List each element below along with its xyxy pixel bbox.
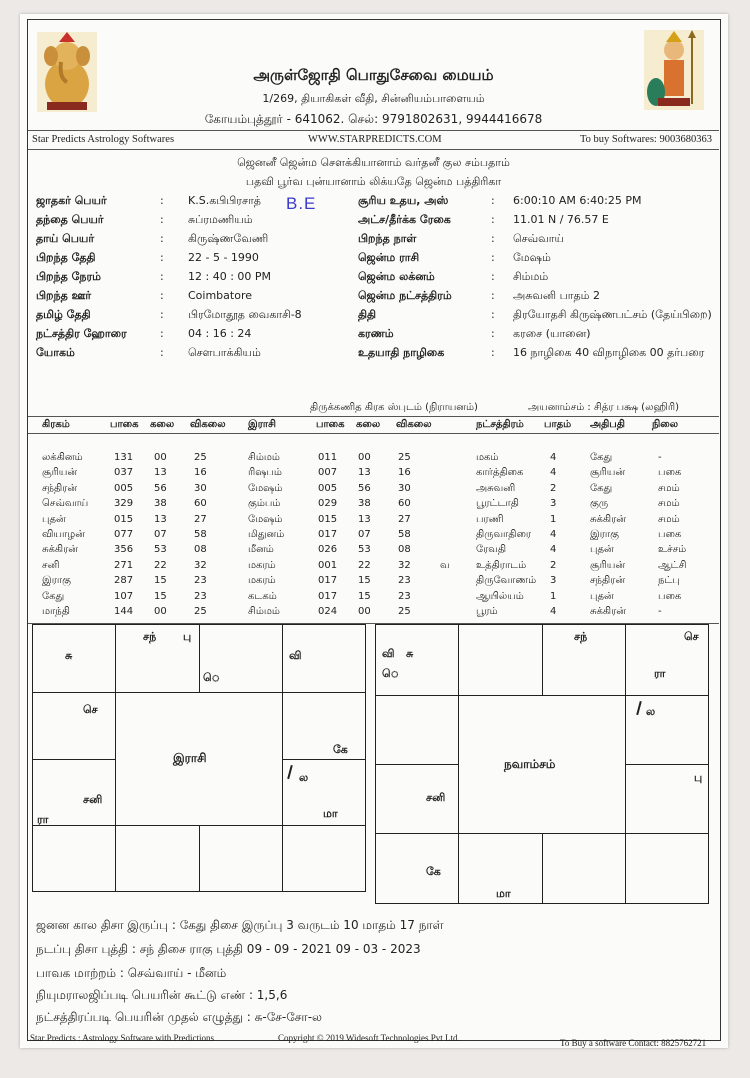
planet-label: கே xyxy=(333,743,348,756)
planet-label: செ xyxy=(83,703,98,716)
table-cell: 001 xyxy=(318,559,338,571)
planet-label: செ xyxy=(684,630,699,643)
rasi-chart-title: இராசி xyxy=(173,751,207,765)
detail-colon: : xyxy=(160,346,164,359)
table-cell: சுக்கிரன் xyxy=(590,606,626,617)
table-cell: சமம் xyxy=(658,513,680,525)
table-cell: 07 xyxy=(154,529,167,540)
detail-colon: : xyxy=(160,308,164,321)
table-header-cell: விகலை xyxy=(190,419,226,430)
table-cell: 1 xyxy=(550,590,557,602)
table-cell: 005 xyxy=(114,482,134,494)
detail-value: பிரமோதூத வைகாசி-8 xyxy=(188,308,302,321)
detail-label: அட்ச/தீர்க்க ரேகை xyxy=(358,213,451,226)
detail-label: கரணம் xyxy=(358,327,394,340)
table-cell: 00 xyxy=(358,452,371,463)
detail-value: சௌபாக்கியம் xyxy=(188,346,261,359)
detail-label: திதி xyxy=(358,308,377,321)
org-contact: கோயம்புத்தூர் - 641062. செல்: 9791802631, 9944416678 xyxy=(204,112,543,126)
detail-label: ஜென்ம லக்னம் xyxy=(358,270,435,283)
grid-line xyxy=(33,759,116,760)
table-header-cell: கலை xyxy=(356,419,381,430)
detail-label: தாய் பெயர் xyxy=(36,232,95,245)
table-cell: சூரியன் xyxy=(590,559,626,571)
footer-left: Star Predicts : Astrology Software with Predictions xyxy=(30,1033,214,1043)
planet-label: சனி xyxy=(83,793,103,806)
table-cell: 4 xyxy=(550,529,557,540)
detail-label: தந்தை பெயர் xyxy=(36,213,104,226)
table-cell: கேது xyxy=(42,590,65,602)
table-cell: கேது xyxy=(590,482,613,494)
planet-label: சு xyxy=(65,649,73,662)
table-cell: 27 xyxy=(398,513,411,525)
detail-value: கரசை (யானை) xyxy=(513,327,591,340)
ayanamsa-label: அயனாம்சம் : சித்ர பக்ஷ (லஹிரி) xyxy=(528,402,679,413)
detail-value: மேஷம் xyxy=(513,251,551,264)
table-header-cell: பாகை xyxy=(110,419,139,430)
table-cell: பகை xyxy=(658,529,682,540)
table-rule-header xyxy=(28,433,719,434)
planet-label: வி xyxy=(382,647,395,660)
grid-line xyxy=(33,825,365,826)
detail-value: 6:00:10 AM 6:40:25 PM xyxy=(513,194,642,207)
detail-colon: : xyxy=(491,251,495,264)
planet-label: கே xyxy=(426,865,441,878)
table-cell: 107 xyxy=(114,590,134,602)
footer-right: To Buy a software Contact: 8825762721 xyxy=(560,1038,707,1048)
retrograde-mark xyxy=(287,765,292,779)
table-cell: 16 xyxy=(398,467,411,479)
strip-right: To buy Softwares: 9003680363 xyxy=(580,134,712,145)
grid-line xyxy=(542,833,543,903)
grid-line xyxy=(376,764,459,765)
table-cell: பகை xyxy=(658,590,682,602)
table-cell: பகை xyxy=(658,467,682,479)
planet-label: ல xyxy=(299,771,309,784)
detail-value: K.S.கபிபிரசாத் xyxy=(188,194,261,207)
software-strip xyxy=(28,130,719,150)
table-cell: 4 xyxy=(550,606,557,617)
table-cell: உச்சம் xyxy=(658,544,687,556)
table-cell: ஆயில்யம் xyxy=(476,590,524,602)
table-cell: மகரம் xyxy=(248,559,276,571)
table-cell: 015 xyxy=(114,513,134,525)
table-cell: புதன் xyxy=(590,590,614,602)
grid-line xyxy=(376,695,708,696)
table-cell: 56 xyxy=(358,482,371,494)
table-cell: 024 xyxy=(318,606,338,617)
table-cell: 23 xyxy=(398,590,411,602)
detail-label: உதயாதி நாழிகை xyxy=(358,346,445,359)
current-dasa: நடப்பு திசா புத்தி : சந் திசை ராகு புத்தி 09 - 09 - 2021 09 - 03 - 2023 xyxy=(36,942,421,956)
detail-value: சுப்ரமணியம் xyxy=(188,213,253,226)
grid-line xyxy=(115,625,116,891)
planet-label: ரா xyxy=(37,813,49,826)
table-cell: சுக்கிரன் xyxy=(42,544,78,556)
table-row xyxy=(28,529,719,541)
table-cell: சிம்மம் xyxy=(248,452,280,463)
rasi-chart xyxy=(32,624,366,892)
table-cell: 2 xyxy=(550,482,557,494)
table-cell: 13 xyxy=(358,513,371,525)
table-cell: கேது xyxy=(590,452,613,463)
table-header-cell: பாதம் xyxy=(544,419,572,430)
table-cell: 30 xyxy=(194,482,207,494)
table-cell: 38 xyxy=(358,498,371,510)
table-row xyxy=(28,591,719,603)
table-cell: 23 xyxy=(194,575,207,587)
table-cell: பூரட்டாதி xyxy=(476,498,519,510)
table-cell: மாந்தி xyxy=(42,606,70,617)
table-cell: 60 xyxy=(194,498,207,510)
detail-row xyxy=(28,213,719,230)
table-cell: 017 xyxy=(318,575,338,587)
table-cell: உத்திராடம் xyxy=(476,559,527,571)
table-cell: வியாழன் xyxy=(42,529,85,540)
table-cell: 00 xyxy=(358,606,371,617)
table-cell: மகரம் xyxy=(248,575,276,587)
table-cell: 1 xyxy=(550,513,557,525)
table-cell: 029 xyxy=(318,498,338,510)
org-address: 1/269, தியாகிகள் வீதி, சின்னியம்பாளையம் xyxy=(262,92,485,105)
table-cell: 25 xyxy=(194,452,207,463)
detail-label: நட்சத்திர ஹோரை xyxy=(36,327,127,340)
table-cell: புதன் xyxy=(590,544,614,556)
detail-colon: : xyxy=(160,270,164,283)
detail-value: கிருஷ்ணவேணி xyxy=(188,232,269,245)
planet-label: சந் xyxy=(143,630,157,643)
table-cell: கடகம் xyxy=(248,590,277,602)
table-cell: 011 xyxy=(318,452,338,463)
table-row xyxy=(28,514,719,526)
grid-line xyxy=(282,759,365,760)
table-cell: 32 xyxy=(398,559,411,571)
table-cell: 07 xyxy=(358,529,371,540)
table-cell: 15 xyxy=(358,590,371,602)
table-cell: 037 xyxy=(114,467,134,479)
detail-colon: : xyxy=(160,251,164,264)
table-cell: 329 xyxy=(114,498,134,510)
table-cell: 007 xyxy=(318,467,338,479)
table-cell: 30 xyxy=(398,482,411,494)
detail-label: பிறந்த ஊர் xyxy=(36,289,92,302)
table-cell: 005 xyxy=(318,482,338,494)
table-cell: மேஷம் xyxy=(248,482,283,494)
detail-label: பிறந்த நாள் xyxy=(358,232,417,245)
table-row xyxy=(28,606,719,618)
table-cell: சமம் xyxy=(658,482,680,494)
table-header-cell: கலை xyxy=(150,419,175,430)
table-cell: இராகு xyxy=(42,575,71,587)
strip-left: Star Predicts Astrology Softwares xyxy=(32,134,175,145)
detail-colon: : xyxy=(491,194,495,207)
detail-colon: : xyxy=(491,232,495,245)
planet-label: பு xyxy=(694,771,703,784)
navamsa-chart-title: நவாம்சம் xyxy=(504,757,556,771)
table-cell: 25 xyxy=(398,606,411,617)
table-cell: வ xyxy=(440,559,450,571)
detail-label: யோகம் xyxy=(36,346,75,359)
table-cell: லக்கினம் xyxy=(42,452,83,463)
detail-value: திரயோதசி கிருஷ்ணபட்சம் (தேய்பிறை) xyxy=(513,308,712,321)
detail-value: 04 : 16 : 24 xyxy=(188,327,252,340)
detail-colon: : xyxy=(491,270,495,283)
grid-line xyxy=(199,825,200,891)
table-cell: - xyxy=(658,452,662,463)
table-cell: 131 xyxy=(114,452,134,463)
table-cell: 38 xyxy=(154,498,167,510)
table-cell: கும்பம் xyxy=(248,498,281,510)
table-cell: திருவோணம் xyxy=(476,575,537,587)
table-cell: 13 xyxy=(154,513,167,525)
detail-colon: : xyxy=(491,289,495,302)
sloka-line-1: ஜெனனீ ஜென்ம சௌக்கியானாம் வர்தனீ குல சம்பதாம் xyxy=(237,156,510,169)
table-cell: 00 xyxy=(154,606,167,617)
detail-colon: : xyxy=(160,232,164,245)
table-header-cell: கிரகம் xyxy=(42,419,70,430)
planet-label: மா xyxy=(323,807,338,820)
table-cell: 077 xyxy=(114,529,134,540)
detail-label: பிறந்த நேரம் xyxy=(36,270,101,283)
table-cell: 144 xyxy=(114,606,134,617)
planet-label: சந் xyxy=(574,630,588,643)
dasa-balance: ஜனன கால திசா இருப்பு : கேது திசை இருப்பு 3 வருடம் 10 மாதம் 17 நாள் xyxy=(36,918,444,932)
table-cell: சந்திரன் xyxy=(42,482,78,494)
table-cell: மிதுனம் xyxy=(248,529,285,540)
detail-label: பிறந்த தேதி xyxy=(36,251,96,264)
detail-colon: : xyxy=(491,213,495,226)
detail-value: 16 நாழிகை 40 விநாழிகை 00 தர்பரை xyxy=(513,346,705,359)
table-cell: 23 xyxy=(194,590,207,602)
table-cell: திருவாதிரை xyxy=(476,529,532,540)
table-cell: 22 xyxy=(154,559,167,571)
table-cell: 4 xyxy=(550,544,557,556)
detail-row xyxy=(28,308,719,325)
table-cell: குரு xyxy=(590,498,609,510)
table-cell: 271 xyxy=(114,559,134,571)
detail-colon: : xyxy=(491,327,495,340)
table-cell: புதன் xyxy=(42,513,66,525)
table-cell: 22 xyxy=(358,559,371,571)
table-cell: 017 xyxy=(318,590,338,602)
strip-website: WWW.STARPREDICTS.COM xyxy=(308,134,442,145)
table-row xyxy=(28,483,719,495)
table-cell: 58 xyxy=(194,529,207,540)
detail-colon: : xyxy=(491,308,495,321)
detail-row xyxy=(28,270,719,287)
table-cell: 00 xyxy=(154,452,167,463)
planet-label: ல xyxy=(646,705,656,718)
table-cell: சனி xyxy=(42,559,60,571)
detail-value: 11.01 N / 76.57 E xyxy=(513,213,609,226)
navamsa-chart xyxy=(375,624,709,904)
table-cell: 23 xyxy=(398,575,411,587)
table-row xyxy=(28,498,719,510)
footer-copyright: Copyright © 2019 Widesoft Technologies Pvt Ltd. xyxy=(278,1033,460,1043)
table-rule-top xyxy=(28,416,719,417)
planet-label: ரா xyxy=(654,667,666,680)
table-cell: 60 xyxy=(398,498,411,510)
table-cell: 16 xyxy=(194,467,207,479)
detail-colon: : xyxy=(160,213,164,226)
detail-colon: : xyxy=(160,289,164,302)
table-cell: - xyxy=(658,606,662,617)
table-cell: பூரம் xyxy=(476,606,498,617)
table-cell: 13 xyxy=(358,467,371,479)
table-cell: 53 xyxy=(154,544,167,556)
header xyxy=(28,20,719,132)
table-cell: நட்பு xyxy=(658,575,680,587)
table-cell: சூரியன் xyxy=(42,467,78,479)
grid-line xyxy=(199,625,200,693)
table-header-cell: விகலை xyxy=(396,419,432,430)
detail-value: Coimbatore xyxy=(188,289,252,302)
table-cell: 2 xyxy=(550,559,557,571)
detail-value: அசுவனி பாதம் 2 xyxy=(513,289,601,302)
planet-label: மா xyxy=(496,887,511,900)
table-cell: கார்த்திகை xyxy=(476,467,524,479)
table-header-cell: பாகை xyxy=(316,419,345,430)
retrograde-mark xyxy=(636,701,641,715)
table-cell: 08 xyxy=(194,544,207,556)
detail-label: ஜென்ம நட்சத்திரம் xyxy=(358,289,452,302)
table-cell: சந்திரன் xyxy=(590,575,626,587)
handwritten-note: B.E xyxy=(286,194,317,213)
table-header-cell: இராசி xyxy=(248,419,276,430)
table-cell: 4 xyxy=(550,452,557,463)
table-cell: 3 xyxy=(550,498,557,510)
sloka-line-2: பதவி பூர்வ புன்யானாம் லிக்யதே ஜென்ம பத்திரிகா xyxy=(245,175,502,188)
table-cell: 015 xyxy=(318,513,338,525)
numerology-number: நியுமராலஜிப்படி பெயரின் கூட்டு எண் : 1,5,6 xyxy=(36,988,288,1002)
table-cell: 15 xyxy=(154,590,167,602)
bhava-change: பாவக மாற்றம் : செவ்வாய் - மீனம் xyxy=(36,966,227,980)
planet-label: சனி xyxy=(426,791,446,804)
table-cell: ரிஷபம் xyxy=(248,467,282,479)
planet-label: சு xyxy=(406,647,414,660)
detail-label: சூரிய உதய, அஸ் xyxy=(358,194,449,207)
planet-label: பு xyxy=(183,630,192,643)
table-cell: 08 xyxy=(398,544,411,556)
table-cell: மேஷம் xyxy=(248,513,283,525)
table-cell: சூரியன் xyxy=(590,467,626,479)
name-letters: நட்சத்திரப்படி பெயரின் முதல் எழுத்து : சு-சே-சோ-ல xyxy=(36,1010,322,1024)
table-cell: 3 xyxy=(550,575,557,587)
table-cell: 27 xyxy=(194,513,207,525)
detail-colon: : xyxy=(160,194,164,207)
detail-row xyxy=(28,289,719,306)
org-name: அருள்ஜோதி பொதுசேவை மையம் xyxy=(253,66,494,84)
detail-value: சிம்மம் xyxy=(513,270,549,283)
table-cell: 356 xyxy=(114,544,134,556)
table-cell: 4 xyxy=(550,467,557,479)
detail-row xyxy=(28,346,719,363)
table-cell: 32 xyxy=(194,559,207,571)
horoscope-page xyxy=(20,14,728,1048)
table-row xyxy=(28,467,719,479)
table-cell: 25 xyxy=(194,606,207,617)
table-cell: ஆட்சி xyxy=(658,559,687,571)
planet-label: ெ xyxy=(382,667,399,680)
detail-label: தமிழ் தேதி xyxy=(36,308,91,321)
grid-line xyxy=(542,625,543,695)
detail-value: 22 - 5 - 1990 xyxy=(188,251,259,264)
table-cell: மீனம் xyxy=(248,544,274,556)
detail-label: ஜென்ம ராசி xyxy=(358,251,420,264)
detail-value: செவ்வாய் xyxy=(513,232,564,245)
grid-line xyxy=(282,625,283,891)
table-header-cell: அதிபதி xyxy=(590,419,625,430)
table-cell: 56 xyxy=(154,482,167,494)
table-row xyxy=(28,544,719,556)
table-header-cell: நட்சத்திரம் xyxy=(476,419,524,430)
table-cell: சுக்கிரன் xyxy=(590,513,626,525)
table-cell: இராகு xyxy=(590,529,619,540)
detail-label: ஜாதகர் பெயர் xyxy=(36,194,107,207)
table-cell: மகம் xyxy=(476,452,499,463)
detail-row xyxy=(28,251,719,268)
table-row xyxy=(28,560,719,572)
table-cell: 026 xyxy=(318,544,338,556)
table-cell: 287 xyxy=(114,575,134,587)
grid-line xyxy=(625,764,708,765)
table-cell: 58 xyxy=(398,529,411,540)
table-header-cell: நிலை xyxy=(652,419,679,430)
detail-value: 12 : 40 : 00 PM xyxy=(188,270,272,283)
table-cell: 15 xyxy=(358,575,371,587)
detail-row xyxy=(28,194,719,211)
grid-line xyxy=(376,833,708,834)
table-cell: ரேவதி xyxy=(476,544,507,556)
planet-table-title: திருக்கணித கிரக ஸ்புடம் (நிராயனம்) xyxy=(310,402,478,413)
table-row xyxy=(28,452,719,464)
table-cell: 15 xyxy=(154,575,167,587)
table-cell: செவ்வாய் xyxy=(42,498,89,510)
grid-line xyxy=(33,692,365,693)
table-cell: சமம் xyxy=(658,498,680,510)
table-cell: பரணி xyxy=(476,513,504,525)
planet-label: வி xyxy=(289,649,302,662)
table-cell: அசுவனி xyxy=(476,482,516,494)
detail-row xyxy=(28,232,719,249)
detail-row xyxy=(28,327,719,344)
table-cell: சிம்மம் xyxy=(248,606,280,617)
planet-label: ெ xyxy=(203,671,220,684)
table-cell: 53 xyxy=(358,544,371,556)
table-cell: 25 xyxy=(398,452,411,463)
table-row xyxy=(28,575,719,587)
table-cell: 13 xyxy=(154,467,167,479)
table-cell: 017 xyxy=(318,529,338,540)
page-border xyxy=(27,19,721,1048)
detail-colon: : xyxy=(491,346,495,359)
detail-colon: : xyxy=(160,327,164,340)
